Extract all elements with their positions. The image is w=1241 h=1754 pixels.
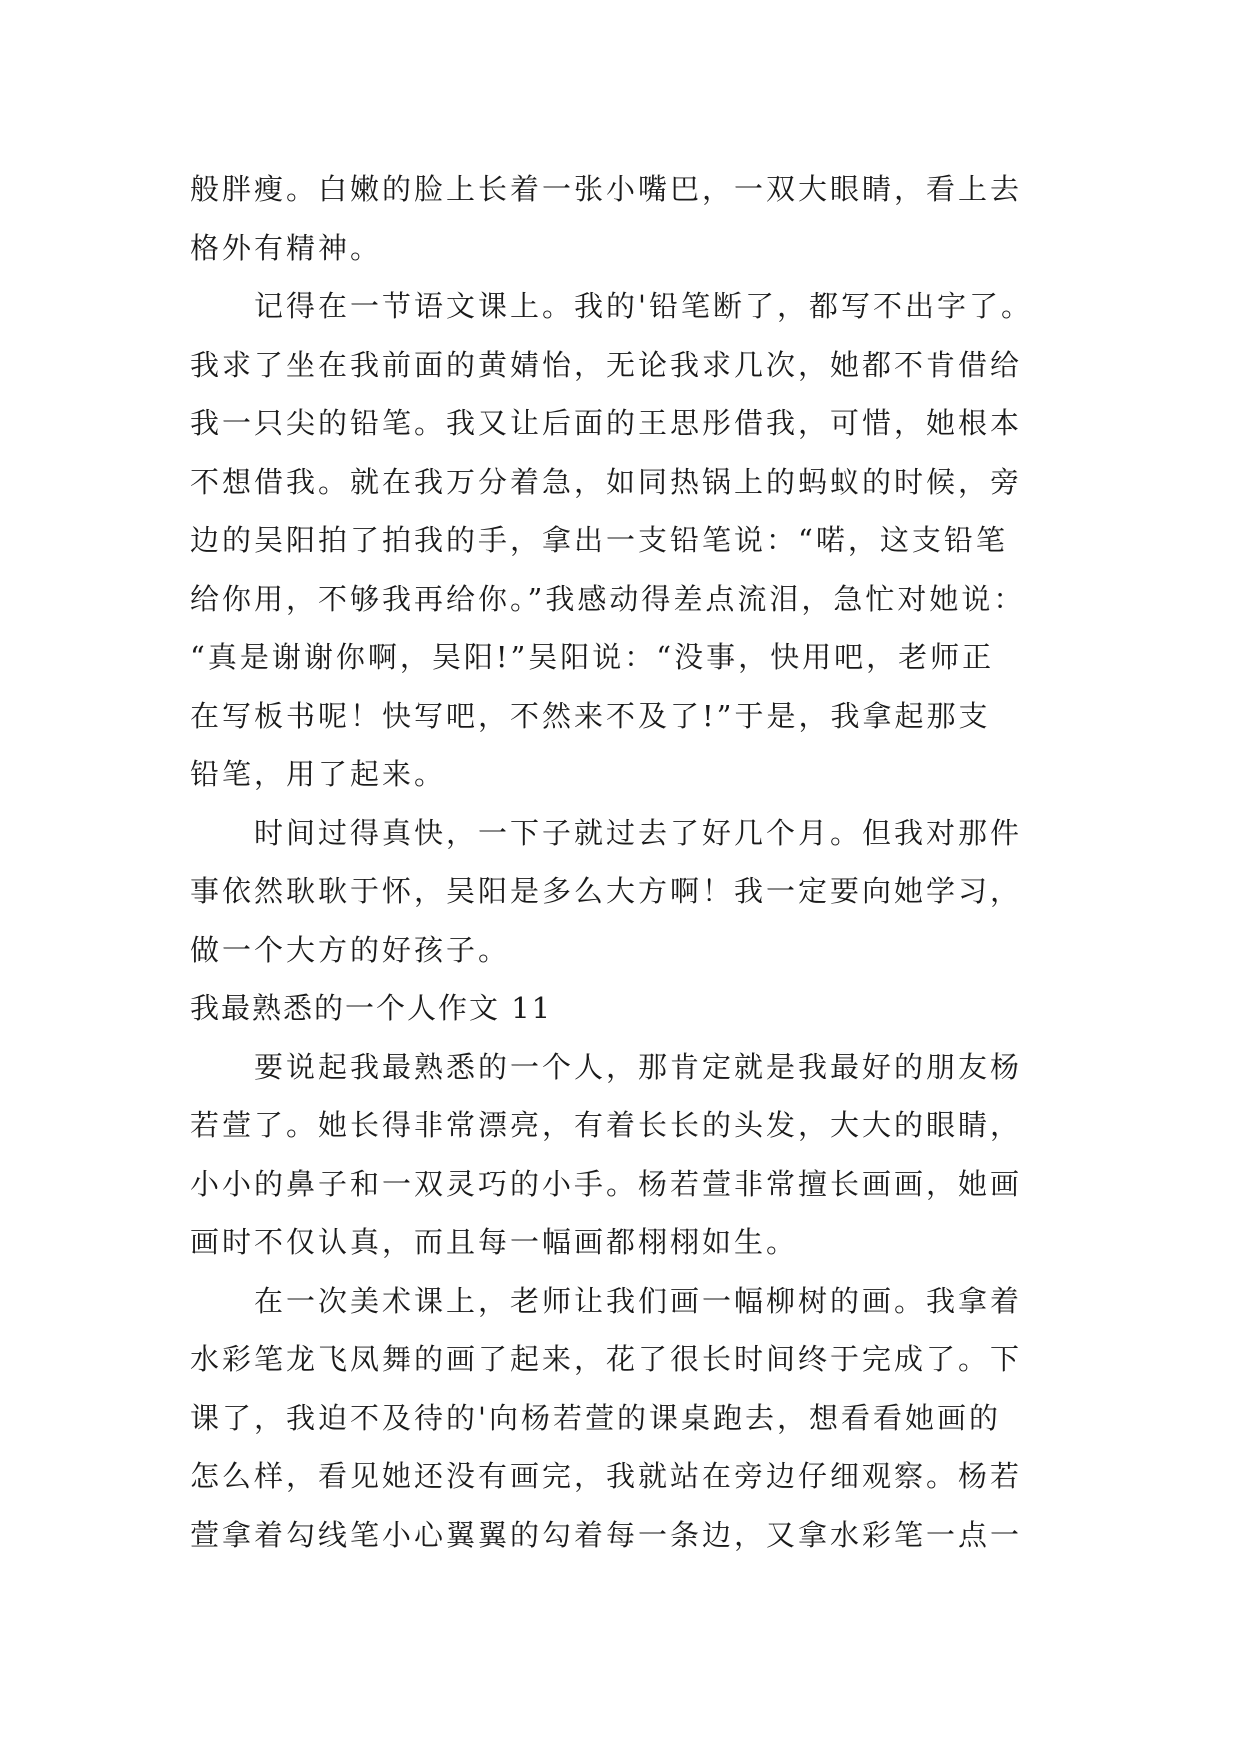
text-line: 我求了坐在我前面的黄婧怡，无论我求几次，她都不肯借给 <box>190 347 1023 382</box>
text-line: 画时不仅认真，而且每一幅画都栩栩如生。 <box>190 1225 799 1259</box>
text-line: 萱拿着勾线笔小心翼翼的勾着每一条边，又拿水彩笔一点一 <box>190 1517 1023 1552</box>
text-line: 事依然耿耿于怀，吴阳是多么大方啊！我一定要向她学习， <box>190 874 1023 908</box>
text-line: 小小的鼻子和一双灵巧的小手。杨若萱非常擅长画画，她画 <box>190 1166 1023 1201</box>
text-line: 边的吴阳拍了拍我的手，拿出一支铅笔说：“喏，这支铅笔 <box>190 523 1008 557</box>
text-line: 给你用，不够我再给你。”我感动得差点流泪，急忙对她说： <box>190 581 1026 616</box>
text-line: “真是谢谢你啊，吴阳!”吴阳说：“没事，快用吧，老师正 <box>190 640 995 674</box>
document-body <box>190 160 1070 1564</box>
paragraph-start-line: 要说起我最熟悉的一个人，那肯定就是我最好的朋友杨 <box>254 1049 1023 1084</box>
text-line: 我一只尖的铅笔。我又让后面的王思彤借我，可惜，她根本 <box>190 406 1023 440</box>
text-line: 般胖瘦。白嫩的脸上长着一张小嘴巴，一双大眼睛，看上去 <box>190 172 1023 206</box>
text-line: 在写板书呢！快写吧，不然来不及了!”于是，我拿起那支 <box>190 698 991 733</box>
paragraph-start-line: 时间过得真快，一下子就过去了好几个月。但我对那件 <box>254 815 1023 850</box>
text-line: 若萱了。她长得非常漂亮，有着长长的头发，大大的眼睛， <box>190 1108 1023 1142</box>
text-line: 做一个大方的好孩子。 <box>190 932 511 967</box>
text-line: 铅笔，用了起来。 <box>190 757 447 791</box>
section-heading: 我最熟悉的一个人作文 11 <box>190 991 553 1025</box>
paragraph-start-line: 记得在一节语文课上。我的'铅笔断了，都写不出字了。 <box>254 289 1033 323</box>
text-line: 格外有精神。 <box>190 230 383 265</box>
text-line: 课了，我迫不及待的'向杨若萱的课桌跑去，想看看她画的 <box>190 1400 1001 1435</box>
text-line: 水彩笔龙飞凤舞的画了起来，花了很长时间终于完成了。下 <box>190 1342 1023 1376</box>
text-line: 不想借我。就在我万分着急，如同热锅上的蚂蚁的时候，旁 <box>190 464 1023 499</box>
paragraph-start-line: 在一次美术课上，老师让我们画一幅柳树的画。我拿着 <box>254 1283 1023 1318</box>
text-line: 怎么样，看见她还没有画完，我就站在旁边仔细观察。杨若 <box>190 1459 1023 1493</box>
